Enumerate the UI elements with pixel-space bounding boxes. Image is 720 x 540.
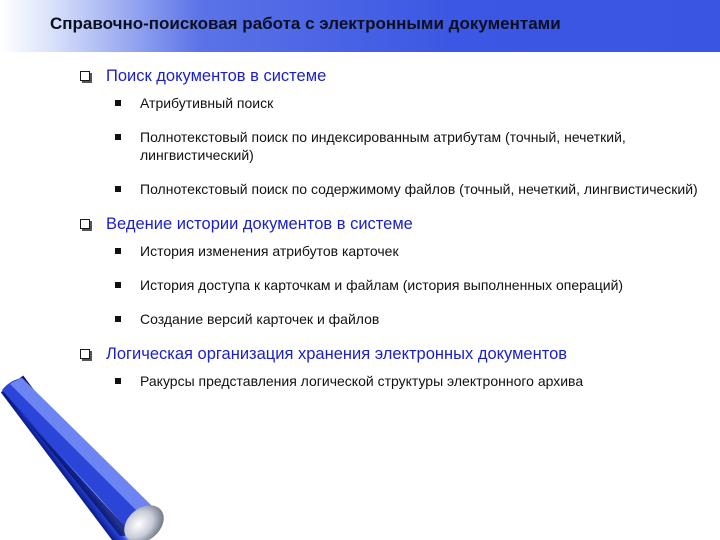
list-item	[80, 242, 710, 260]
section-search	[80, 66, 710, 198]
list-item	[80, 372, 710, 390]
square-bullet-icon	[115, 282, 121, 288]
list-item-text: История доступа к карточкам и файлам (история выполненных операций)	[140, 277, 624, 293]
checkbox-bullet-icon	[80, 71, 90, 81]
section-heading	[80, 66, 710, 86]
section-heading	[80, 214, 710, 234]
square-bullet-icon	[115, 248, 121, 254]
list-item-text: Полнотекстовый поиск по индексированным атрибутам (точный, нечеткий, лингвистический)	[140, 129, 626, 163]
list-item	[80, 128, 710, 164]
item-list	[80, 94, 710, 198]
section-organization	[80, 344, 710, 390]
checkbox-bullet-icon	[80, 219, 90, 229]
square-bullet-icon	[115, 186, 121, 192]
list-item	[80, 310, 710, 328]
list-item-text: Ракурсы представления логической структуры электронного архива	[140, 373, 584, 389]
list-item-text: Полнотекстовый поиск по содержимому файлов (точный, нечеткий, лингвистический)	[140, 181, 698, 197]
section-heading-text: Поиск документов в системе	[106, 67, 327, 85]
section-heading	[80, 344, 710, 364]
section-history	[80, 214, 710, 328]
square-bullet-icon	[115, 100, 121, 106]
list-item	[80, 276, 710, 294]
list-item	[80, 180, 710, 198]
list-item-text: История изменения атрибутов карточек	[140, 243, 399, 259]
list-item	[80, 94, 710, 112]
square-bullet-icon	[115, 378, 121, 384]
content	[80, 66, 710, 406]
square-bullet-icon	[115, 316, 121, 322]
slide-title: Справочно-поисковая работа с электронными документами	[50, 14, 561, 33]
square-bullet-icon	[115, 134, 121, 140]
section-heading-text: Логическая организация хранения электронных документов	[106, 345, 568, 363]
item-list	[80, 372, 710, 390]
title-bar	[0, 0, 720, 52]
section-heading-text: Ведение истории документов в системе	[106, 215, 413, 233]
item-list	[80, 242, 710, 328]
checkbox-bullet-icon	[80, 349, 90, 359]
list-item-text: Атрибутивный поиск	[140, 95, 274, 111]
list-item-text: Создание версий карточек и файлов	[140, 311, 380, 327]
